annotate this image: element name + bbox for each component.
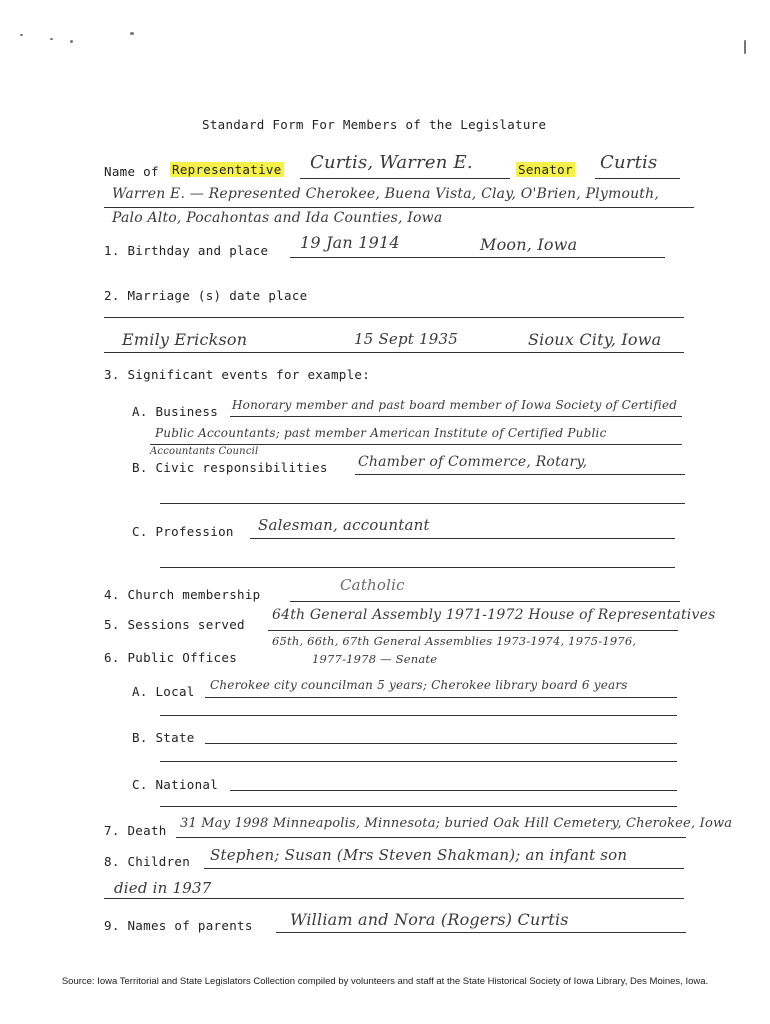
children-line-1: Stephen; Susan (Mrs Steven Shakman); an infant son bbox=[210, 846, 628, 864]
marriage-spouse: Emily Erickson bbox=[122, 330, 248, 349]
business-underline-2 bbox=[150, 444, 682, 445]
source-caption: Source: Iowa Territorial and State Legislators Collection compiled by volunteers and staff at the State Historical Society of Iowa Library, Des Moines, Iowa. bbox=[61, 976, 709, 987]
business-underline-1 bbox=[230, 416, 682, 417]
marriage-underline-2 bbox=[104, 352, 684, 353]
church-value: Catholic bbox=[340, 576, 405, 594]
local-value: Cherokee city councilman 5 years; Cherokee library board 6 years bbox=[210, 678, 628, 692]
church-underline bbox=[290, 601, 680, 602]
national-label: C. National bbox=[132, 777, 219, 792]
birthday-label: 1. Birthday and place bbox=[104, 243, 269, 258]
national-underline-2 bbox=[160, 806, 677, 807]
profession-underline-1 bbox=[250, 538, 675, 539]
name-underline bbox=[300, 178, 510, 179]
marriage-date: 15 Sept 1935 bbox=[354, 330, 458, 348]
death-underline bbox=[176, 837, 686, 838]
name-value: Curtis, Warren E. bbox=[310, 152, 473, 173]
scan-speck bbox=[130, 32, 134, 35]
marriage-underline-1 bbox=[104, 317, 684, 318]
sessions-line-1: 64th General Assembly 1971-1972 House of Representatives bbox=[272, 607, 716, 623]
local-label: A. Local bbox=[132, 684, 195, 699]
death-label: 7. Death bbox=[104, 823, 167, 838]
business-line-1: Honorary member and past board member of Iowa Society of Certified bbox=[232, 398, 678, 412]
senator-underline bbox=[595, 178, 680, 179]
local-underline-2 bbox=[160, 715, 677, 716]
civic-value: Chamber of Commerce, Rotary, bbox=[358, 454, 588, 470]
civic-underline-1 bbox=[355, 474, 685, 475]
represented-line-1: Warren E. — Represented Cherokee, Buena Vista, Clay, O'Brien, Plymouth, bbox=[112, 186, 659, 202]
scan-speck bbox=[744, 40, 746, 54]
civic-underline-2 bbox=[160, 503, 685, 504]
children-line-2: died in 1937 bbox=[114, 879, 212, 897]
sessions-label: 5. Sessions served bbox=[104, 617, 245, 632]
birthday-date: 19 Jan 1914 bbox=[300, 233, 400, 252]
scan-speck bbox=[20, 34, 23, 36]
sessions-underline bbox=[268, 630, 678, 631]
parents-label: 9. Names of parents bbox=[104, 918, 253, 933]
parents-underline bbox=[276, 932, 686, 933]
parents-value: William and Nora (Rogers) Curtis bbox=[290, 910, 569, 929]
death-value: 31 May 1998 Minneapolis, Minnesota; buried Oak Hill Cemetery, Cherokee, Iowa bbox=[180, 816, 733, 831]
birthday-place: Moon, Iowa bbox=[480, 235, 578, 254]
profession-value: Salesman, accountant bbox=[258, 516, 430, 534]
church-label: 4. Church membership bbox=[104, 587, 261, 602]
civic-label: B. Civic responsibilities bbox=[132, 460, 328, 475]
public-offices-label: 6. Public Offices bbox=[104, 650, 238, 665]
sessions-line-3: 1977-1978 — Senate bbox=[312, 652, 438, 666]
business-line-3: Accountants Council bbox=[150, 446, 259, 457]
birthday-underline bbox=[290, 257, 665, 258]
form-title: Standard Form For Members of the Legislature bbox=[202, 117, 547, 132]
senator-label: Senator bbox=[518, 162, 573, 177]
marriage-label: 2. Marriage (s) date place bbox=[104, 288, 308, 303]
children-underline-2 bbox=[104, 898, 684, 899]
business-line-2: Public Accountants; past member American Institute of Certified Public bbox=[155, 426, 607, 440]
marriage-place: Sioux City, Iowa bbox=[528, 330, 662, 349]
sessions-line-2: 65th, 66th, 67th General Assemblies 1973-1974, 1975-1976, bbox=[272, 634, 637, 648]
state-label: B. State bbox=[132, 730, 195, 745]
profession-underline-2 bbox=[160, 567, 675, 568]
represented-underline-1 bbox=[104, 207, 694, 208]
scan-speck bbox=[50, 38, 53, 40]
scan-speck bbox=[70, 40, 73, 43]
significant-events-label: 3. Significant events for example: bbox=[104, 367, 371, 382]
local-underline-1 bbox=[205, 697, 677, 698]
senator-value: Curtis bbox=[600, 152, 658, 173]
profession-label: C. Profession bbox=[132, 524, 234, 539]
children-label: 8. Children bbox=[104, 854, 191, 869]
children-underline-1 bbox=[204, 868, 684, 869]
represented-line-2: Palo Alto, Pocahontas and Ida Counties, Iowa bbox=[112, 210, 443, 226]
business-label: A. Business bbox=[132, 404, 219, 419]
name-prefix-label: Name of bbox=[104, 164, 159, 179]
state-underline-2 bbox=[160, 761, 677, 762]
representative-label: Representative bbox=[172, 162, 282, 177]
state-underline-1 bbox=[205, 743, 677, 744]
national-underline-1 bbox=[230, 790, 677, 791]
